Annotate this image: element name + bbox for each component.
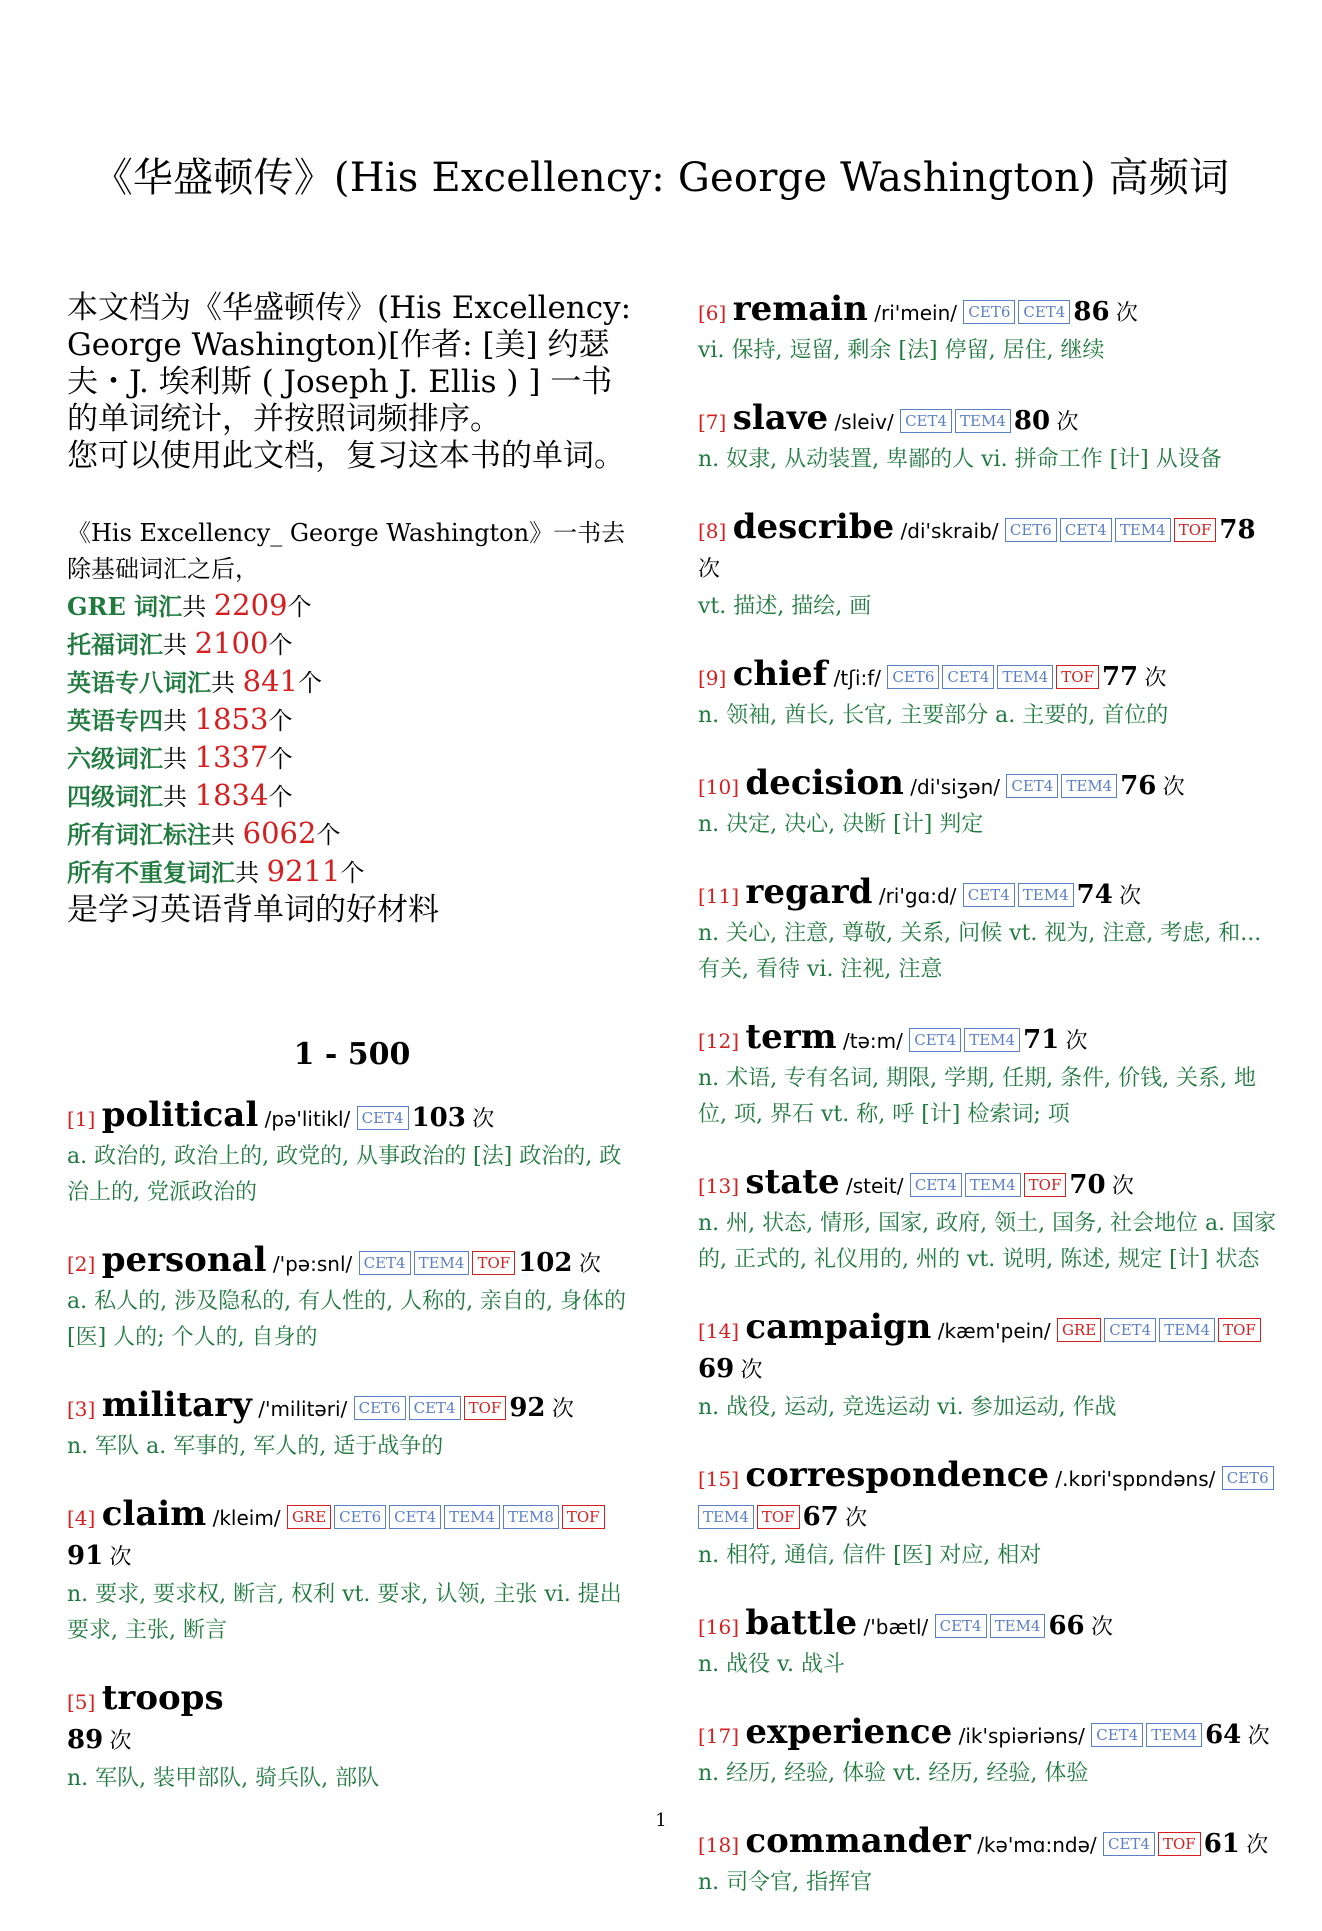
word-entry — [698, 655, 1278, 734]
entry-word: campaign — [745, 1307, 932, 1347]
stats-block — [67, 515, 637, 929]
stat-value: 6062 — [242, 816, 317, 850]
stat-label: 托福词汇 — [67, 630, 163, 659]
entry-word: describe — [732, 507, 895, 547]
entry-definition: n. 司令官, 指挥官 — [698, 1870, 873, 1895]
stat-label: 英语专四 — [67, 706, 163, 735]
stat-label: 四级词汇 — [67, 782, 163, 811]
exam-tag: CET4 — [942, 665, 994, 689]
entry-count: 74 — [1076, 880, 1113, 910]
entry-head — [698, 1018, 1278, 1061]
entry-definition: n. 军队 a. 军事的, 军人的, 适于战争的 — [67, 1434, 444, 1459]
entry-count: 71 — [1023, 1025, 1060, 1055]
entry-index: [15] — [698, 1467, 740, 1491]
entry-pronunciation: /tʃi:f/ — [833, 666, 882, 690]
exam-tag: TOF — [1056, 665, 1099, 689]
entry-index: [2] — [67, 1252, 96, 1276]
stat-value: 1834 — [194, 778, 269, 812]
exam-tag: CET4 — [910, 1173, 962, 1197]
exam-tag: TEM4 — [1061, 774, 1117, 798]
word-entry — [698, 1822, 1278, 1901]
entry-count-unit: 次 — [845, 1506, 868, 1531]
exam-tag: TEM4 — [1146, 1723, 1202, 1747]
entry-word: decision — [745, 763, 904, 803]
word-entry — [698, 1604, 1278, 1683]
stat-row — [67, 701, 637, 739]
stat-unit: 个 — [340, 859, 365, 887]
exam-tag: CET4 — [359, 1251, 411, 1275]
exam-tag: TEM4 — [1115, 518, 1171, 542]
exam-tag: CET4 — [1006, 774, 1058, 798]
exam-tag: GRE — [287, 1505, 331, 1529]
exam-tag: TOF — [1024, 1173, 1067, 1197]
word-entry — [698, 764, 1278, 843]
exam-tag: TEM4 — [1159, 1318, 1215, 1342]
word-entry — [698, 1456, 1278, 1574]
entry-definition: n. 州, 状态, 情形, 国家, 政府, 领土, 国务, 社会地位 a. 国家的, 正式的, 礼仪用的, 州的 vt. 说明, 陈述, 规定 [计] 状态 — [698, 1211, 1277, 1272]
entry-count: 80 — [1013, 406, 1051, 436]
stat-label: GRE 词汇 — [67, 592, 183, 621]
word-entry — [67, 1241, 637, 1356]
exam-tag: CET6 — [963, 300, 1015, 324]
entry-word: experience — [745, 1712, 953, 1752]
exam-tag: CET4 — [1103, 1832, 1155, 1856]
entry-head — [67, 1495, 637, 1577]
exam-tag: TOF — [464, 1396, 507, 1420]
entry-definition: n. 军队, 装甲部队, 骑兵队, 部队 — [67, 1766, 380, 1791]
stats-summary: 《His Excellency_ George Washington》一书去除基础词汇之后， — [67, 519, 626, 583]
entry-index: [17] — [698, 1724, 740, 1748]
stats-list — [67, 587, 637, 891]
stat-value: 2100 — [194, 626, 269, 660]
entry-index: [13] — [698, 1174, 740, 1198]
entry-word: military — [101, 1385, 252, 1425]
entry-pronunciation: /ik'spiəriəns/ — [958, 1724, 1085, 1748]
entry-pronunciation: /steit/ — [846, 1174, 904, 1198]
entry-index: [10] — [698, 775, 740, 799]
stat-value: 841 — [242, 664, 298, 698]
entry-count: 86 — [1073, 297, 1110, 327]
entry-head — [698, 1308, 1278, 1390]
word-entry — [698, 1713, 1278, 1792]
entry-index: [1] — [67, 1107, 96, 1131]
exam-tag: TEM4 — [698, 1505, 754, 1529]
entry-count-unit: 次 — [472, 1107, 495, 1132]
stat-row — [67, 815, 637, 853]
entry-pronunciation: /'bætl/ — [863, 1615, 929, 1639]
exam-tag: CET4 — [409, 1396, 461, 1420]
entry-index: [14] — [698, 1319, 740, 1343]
exam-tag: CET6 — [887, 665, 939, 689]
word-entry — [67, 1495, 637, 1649]
page-title: 《华盛顿传》(His Excellency: George Washington) 高频词 — [92, 155, 1230, 201]
entry-definition: n. 相符, 通信, 信件 [医] 对应, 相对 — [698, 1543, 1042, 1568]
intro-line: 本文档为《华盛顿传》(His Excellency: George Washington)[作者: [美] 约瑟夫・J. 埃利斯 ( Joseph J. Ellis ) ] 一书的单词统计，并按照词频排序。 — [67, 290, 632, 437]
exam-tag: CET6 — [1005, 518, 1057, 542]
stat-joiner: 共 — [211, 821, 243, 849]
stat-row — [67, 853, 637, 891]
entry-head — [67, 1679, 637, 1761]
entry-count-unit: 次 — [109, 1545, 132, 1570]
entry-count: 64 — [1205, 1720, 1242, 1750]
entry-word: slave — [732, 398, 829, 438]
entry-index: [8] — [698, 519, 727, 543]
entry-definition: n. 奴隶, 从动装置, 卑鄙的人 vi. 拼命工作 [计] 从设备 — [698, 447, 1222, 472]
stat-row — [67, 739, 637, 777]
entry-head — [698, 1604, 1278, 1647]
entry-pronunciation: /.kɒri'spɒndəns/ — [1055, 1467, 1216, 1491]
entry-definition: vt. 描述, 描绘, 画 — [698, 594, 872, 619]
exam-tag: CET4 — [357, 1106, 409, 1130]
exam-tag: TEM4 — [965, 1173, 1021, 1197]
stat-joiner: 共 — [163, 707, 195, 735]
entry-definition: n. 战役, 运动, 竞选运动 vi. 参加运动, 作战 — [698, 1395, 1117, 1420]
entry-word: regard — [745, 872, 873, 912]
exam-tag: TEM4 — [964, 1028, 1020, 1052]
entry-index: [12] — [698, 1029, 740, 1053]
entry-count: 92 — [509, 1393, 546, 1423]
entry-index: [9] — [698, 666, 727, 690]
stat-unit: 个 — [268, 707, 293, 735]
entry-count: 70 — [1069, 1170, 1106, 1200]
stat-unit: 个 — [287, 593, 312, 621]
word-entry — [698, 1163, 1278, 1278]
entry-index: [3] — [67, 1397, 96, 1421]
entry-pronunciation: /pə'litikl/ — [264, 1107, 351, 1131]
stat-value: 9211 — [266, 854, 341, 888]
entry-pronunciation: /kæm'pein/ — [937, 1319, 1051, 1343]
entry-count: 76 — [1120, 771, 1157, 801]
entry-count-unit: 次 — [1119, 884, 1142, 909]
exam-tag: TOF — [1158, 1832, 1201, 1856]
stat-unit: 个 — [268, 631, 293, 659]
entry-pronunciation: /sleiv/ — [834, 410, 894, 434]
entry-pronunciation: /ri'mein/ — [874, 301, 958, 325]
entry-count: 91 — [67, 1541, 104, 1571]
exam-tag: CET6 — [334, 1505, 386, 1529]
entry-word: correspondence — [745, 1455, 1050, 1495]
exam-tag: TOF — [757, 1505, 800, 1529]
entry-word: commander — [745, 1821, 971, 1861]
stat-row — [67, 663, 637, 701]
entry-index: [18] — [698, 1833, 740, 1857]
entry-word: personal — [101, 1240, 267, 1280]
entry-count: 77 — [1101, 662, 1139, 692]
stat-unit: 个 — [316, 821, 341, 849]
entry-word: state — [745, 1162, 840, 1202]
word-entry — [698, 873, 1278, 988]
entry-head — [698, 764, 1278, 807]
entry-head — [67, 1386, 637, 1429]
stat-unit: 个 — [268, 783, 293, 811]
entry-word: political — [101, 1095, 259, 1135]
word-entry — [698, 1018, 1278, 1133]
entry-definition: n. 领袖, 酋长, 长官, 主要部分 a. 主要的, 首位的 — [698, 703, 1169, 728]
entry-pronunciation: /di'skraib/ — [900, 519, 999, 543]
entry-index: [11] — [698, 884, 740, 908]
entry-count: 67 — [802, 1502, 839, 1532]
entry-count: 61 — [1203, 1829, 1240, 1859]
entry-definition: n. 决定, 决心, 决断 [计] 判定 — [698, 812, 984, 837]
exam-tag: CET4 — [1091, 1723, 1143, 1747]
entry-index: [5] — [67, 1690, 96, 1714]
exam-tag: TEM4 — [990, 1614, 1046, 1638]
entry-count-unit: 次 — [698, 557, 721, 582]
intro-paragraph — [67, 290, 637, 475]
word-entry — [67, 1096, 637, 1211]
stat-label: 英语专八词汇 — [67, 668, 211, 697]
stat-row — [67, 625, 637, 663]
range-heading: 1 - 500 — [293, 1037, 411, 1072]
entry-pronunciation: /kə'mɑ:ndə/ — [977, 1833, 1097, 1857]
word-entry — [698, 290, 1278, 369]
exam-tag: TEM4 — [1018, 883, 1074, 907]
entry-pronunciation: /tə:m/ — [843, 1029, 903, 1053]
exam-tag: TEM8 — [503, 1505, 559, 1529]
entry-count: 103 — [411, 1103, 466, 1133]
exam-tag: TEM4 — [997, 665, 1053, 689]
stat-joiner: 共 — [163, 745, 195, 773]
stat-joiner: 共 — [182, 593, 214, 621]
closing-line: 是学习英语背单词的好材料 — [67, 892, 439, 928]
entry-head — [698, 1456, 1278, 1538]
entry-count-unit: 次 — [1056, 410, 1079, 435]
entry-count: 102 — [518, 1248, 573, 1278]
exam-tag: CET6 — [354, 1396, 406, 1420]
stat-joiner: 共 — [235, 859, 267, 887]
exam-tag: CET4 — [935, 1614, 987, 1638]
entry-count: 78 — [1219, 515, 1256, 545]
entry-word: troops — [101, 1678, 224, 1718]
stat-label: 所有不重复词汇 — [67, 858, 235, 887]
entry-definition: n. 战役 v. 战斗 — [698, 1652, 845, 1677]
entry-count-unit: 次 — [1115, 301, 1138, 326]
stat-value: 2209 — [213, 588, 288, 622]
exam-tag: GRE — [1057, 1318, 1101, 1342]
stat-unit: 个 — [268, 745, 293, 773]
exam-tag: TOF — [562, 1505, 605, 1529]
stat-row — [67, 587, 637, 625]
entry-count-unit: 次 — [1247, 1724, 1270, 1749]
exam-tag: CET4 — [909, 1028, 961, 1052]
stat-unit: 个 — [298, 669, 322, 697]
entry-head — [698, 508, 1278, 589]
entry-definition: vi. 保持, 逗留, 剩余 [法] 停留, 居住, 继续 — [698, 338, 1105, 363]
exam-tag: TOF — [472, 1251, 515, 1275]
entry-index: [4] — [67, 1506, 96, 1530]
exam-tag: TEM4 — [955, 409, 1011, 433]
entry-count-unit: 次 — [109, 1729, 132, 1754]
entries-left — [67, 1096, 637, 1797]
entry-count-unit: 次 — [1144, 666, 1167, 691]
exam-tag: CET4 — [1018, 300, 1070, 324]
entry-definition: n. 术语, 专有名词, 期限, 学期, 任期, 条件, 价钱, 关系, 地位, 项, 界石 vt. 称, 呼 [计] 检索词; 项 — [698, 1066, 1257, 1127]
entry-word: term — [745, 1017, 837, 1057]
exam-tag: TEM4 — [414, 1251, 470, 1275]
entry-pronunciation: /'pə:snl/ — [272, 1252, 353, 1276]
word-entry — [698, 399, 1278, 478]
entries-right — [698, 290, 1278, 1931]
exam-tag: CET4 — [389, 1505, 441, 1529]
word-entry — [698, 508, 1278, 625]
stat-label: 六级词汇 — [67, 744, 163, 773]
entry-word: chief — [732, 654, 828, 694]
exam-tag: CET4 — [1104, 1318, 1156, 1342]
entry-count: 89 — [67, 1725, 104, 1755]
stat-joiner: 共 — [163, 631, 195, 659]
entry-count: 66 — [1048, 1611, 1085, 1641]
entry-count-unit: 次 — [1162, 775, 1185, 800]
entry-count-unit: 次 — [1091, 1615, 1114, 1640]
entry-head — [698, 873, 1278, 916]
entry-definition: a. 政治的, 政治上的, 政党的, 从事政治的 [法] 政治的, 政治上的, 党派政治的 — [67, 1144, 622, 1205]
entry-head — [67, 1096, 637, 1139]
entry-head — [698, 290, 1278, 333]
entry-word: claim — [101, 1494, 207, 1534]
entry-definition: n. 要求, 要求权, 断言, 权利 vt. 要求, 认领, 主张 vi. 提出要求, 主张, 断言 — [67, 1582, 622, 1643]
exam-tag: CET4 — [900, 409, 952, 433]
exam-tag: CET6 — [1222, 1466, 1274, 1490]
intro-line: 您可以使用此文档，复习这本书的单词。 — [67, 438, 625, 474]
entry-count-unit: 次 — [1065, 1029, 1088, 1054]
exam-tag: CET4 — [963, 883, 1015, 907]
stat-joiner: 共 — [163, 783, 195, 811]
entry-head — [698, 1163, 1278, 1206]
word-entry — [67, 1386, 637, 1465]
entry-count-unit: 次 — [551, 1397, 574, 1422]
entry-head — [698, 399, 1278, 442]
entry-count-unit: 次 — [578, 1252, 601, 1277]
word-entry — [698, 1308, 1278, 1426]
left-column — [67, 290, 637, 1827]
entry-count-unit: 次 — [1246, 1833, 1269, 1858]
entry-index: [6] — [698, 301, 727, 325]
entry-pronunciation: /'militəri/ — [258, 1397, 348, 1421]
entry-definition: n. 经历, 经验, 体验 vt. 经历, 经验, 体验 — [698, 1761, 1089, 1786]
entry-index: [7] — [698, 410, 727, 434]
stat-label: 所有词汇标注 — [67, 820, 211, 849]
entry-index: [16] — [698, 1615, 740, 1639]
entry-pronunciation: /kleim/ — [212, 1506, 281, 1530]
entry-count-unit: 次 — [740, 1358, 763, 1383]
stat-value: 1337 — [194, 740, 269, 774]
entry-head — [698, 655, 1278, 698]
exam-tag: TOF — [1218, 1318, 1261, 1342]
exam-tag: TEM4 — [444, 1505, 500, 1529]
page-number: 1 — [655, 1810, 667, 1831]
entry-pronunciation: /di'siʒən/ — [910, 775, 1001, 799]
word-entry — [67, 1679, 637, 1797]
stat-value: 1853 — [194, 702, 269, 736]
entry-count-unit: 次 — [1111, 1174, 1134, 1199]
entry-word: remain — [732, 289, 868, 329]
entry-count: 69 — [698, 1354, 735, 1384]
entry-head — [67, 1241, 637, 1284]
stat-joiner: 共 — [211, 669, 243, 697]
stat-row — [67, 777, 637, 815]
entry-word: battle — [745, 1603, 858, 1643]
entry-head — [698, 1713, 1278, 1756]
exam-tag: TOF — [1174, 518, 1217, 542]
exam-tag: CET4 — [1060, 518, 1112, 542]
entry-pronunciation: /ri'gɑ:d/ — [878, 884, 957, 908]
entry-definition: n. 关心, 注意, 尊敬, 关系, 问候 vt. 视为, 注意, 考虑, 和...有关, 看待 vi. 注视, 注意 — [698, 921, 1262, 982]
entry-definition: a. 私人的, 涉及隐私的, 有人性的, 人称的, 亲自的, 身体的 [医] 人的; 个人的, 自身的 — [67, 1289, 627, 1350]
